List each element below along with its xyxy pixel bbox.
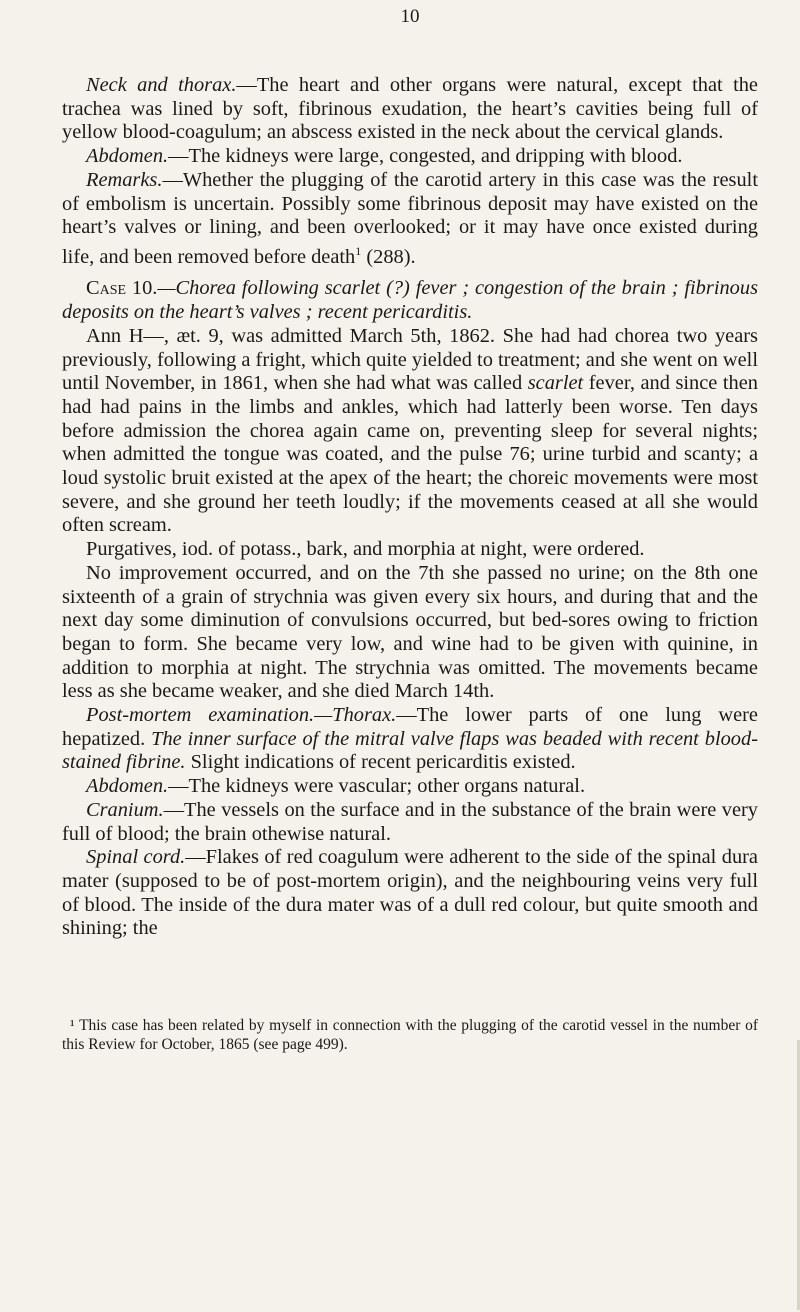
paragraph-course: No improvement occurred, and on the 7th she passed no urine; on the 8th one sixteenth of a grain of strychnia was given every six hours, and during that and the next day some diminution of convulsions occurred, but bed-sores owing to friction began to form. She became very low, and wine had to be given with quinine, in addition to morphia at night. The strychnia was omitted. The movements became less as she became weaker, and she died March 14th.	[62, 561, 758, 703]
case-title: —Chorea following scarlet (?) fever ; congestion of the brain ; fibrinous deposits on the heart’s valves ; recent pericarditis.	[62, 277, 758, 324]
paragraph-abdomen-pm: Abdomen.—The kidneys were vascular; other organs natural.	[86, 775, 586, 798]
heading-neck-thorax: Neck and thorax.	[86, 74, 237, 96]
heading-remarks: Remarks.	[86, 168, 163, 191]
heading-abdomen-pm: Abdomen.	[86, 775, 169, 798]
footnote-text: This case has been related by myself in connection with the plugging of the carotid vessel in the number of this Review for October, 1865 (see page 499).	[62, 1017, 758, 1053]
heading-spinal-cord: Spinal cord.	[86, 846, 186, 869]
paragraph-post-mortem: Post-mortem examination.—Thorax.—The lower parts of one lung were hepatized. The inner surface of the mitral valve flaps was beaded with recent blood-stained fibrine. Slight indications of recent pericarditis existed.	[62, 704, 758, 774]
paragraph-history: Ann H—, æt. 9, was admitted March 5th, 1862. She had had chorea two years previously, following a fright, which quite yielded to treatment; and she went on well until November, in 1861, when she had what was called scarlet fever, and since then had had pains in the limbs and ankles, which had latterly been worse. Ten days before admission the chorea again came on, preventing sleep for several nights; when admitted the tongue was coated, and the pulse 76; urine turbid and scanty; a loud systolic bruit existed at the apex of the heart; the choreic movements were most severe, and she ground her teeth loudly; if the movements ceased at all she would often scream.	[62, 324, 758, 537]
page-number: 10	[400, 6, 420, 27]
heading-cranium: Cranium.	[86, 798, 164, 821]
body-text	[62, 74, 758, 941]
heading-abdomen: Abdomen.	[86, 145, 169, 168]
paragraph-treatment: Purgatives, iod. of potass., bark, and morphia at night, were ordered.	[86, 538, 645, 561]
paragraph-remarks: Remarks.—Whether the plugging of the carotid artery in this case was the result of embolism is uncertain. Possibly some fibrinous deposit may have existed on the heart’s valves or lining, and been overlooked; or it may have once existed during life, and been removed before death$^1$ (288).	[62, 168, 758, 268]
paragraph-spinal-cord: Spinal cord.—Flakes of red coagulum were adherent to the side of the spinal dura mater (supposed to be of post-mortem origin), and the neighbouring veins very full of blood. The inside of the dura mater was of a dull red colour, but quite smooth and shining; the	[62, 846, 758, 940]
paragraph-neck-thorax: Neck and thorax.—The heart and other organs were natural, except that the trachea was lined by soft, fibrinous exudation, the heart’s cavities being full of yellow blood-coagulum; an abscess existed in the neck about the cervical glands.	[62, 74, 758, 144]
footnote-ref: 1	[355, 243, 362, 258]
footnote	[62, 1016, 758, 1054]
paragraph-cranium: Cranium.—The vessels on the surface and in the substance of the brain were very full of blood; the brain othewise natural.	[62, 798, 758, 845]
case-heading	[62, 277, 758, 324]
heading-post-mortem: Post-mortem examination.—Thorax.	[86, 704, 397, 727]
footnote-mark: ¹	[70, 1017, 75, 1034]
paragraph-abdomen: Abdomen.—The kidneys were large, congested, and dripping with blood.	[86, 145, 683, 168]
case-number: Case 10.	[86, 277, 158, 300]
